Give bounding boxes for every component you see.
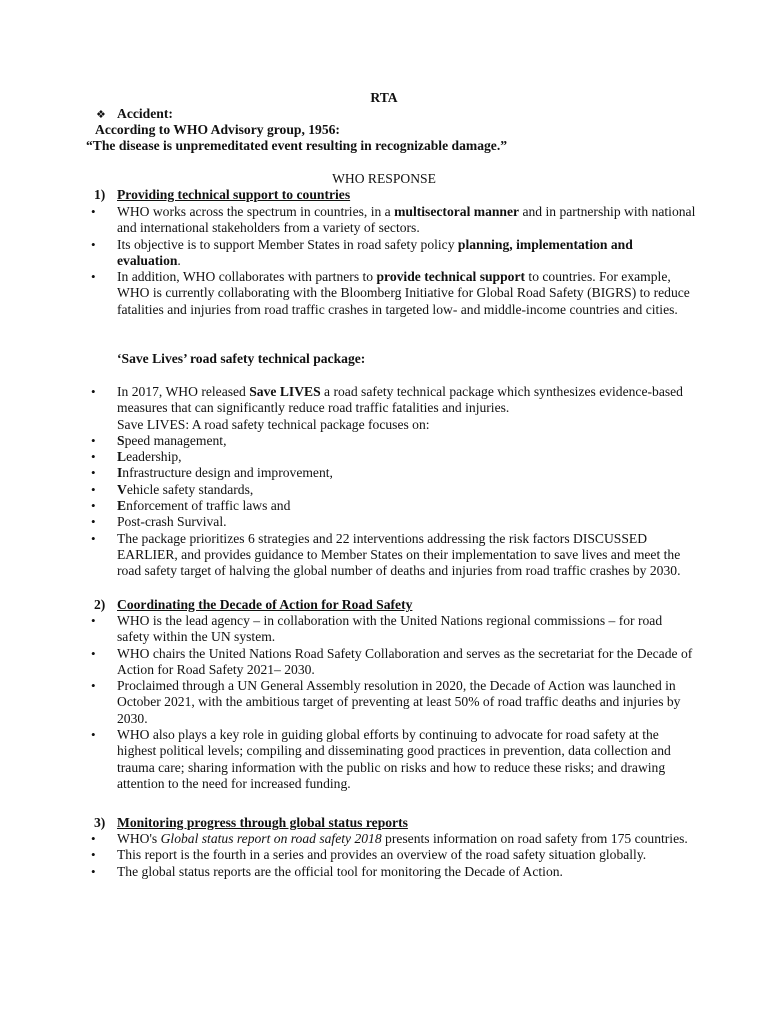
text-run: ehicle safety standards, bbox=[126, 481, 254, 497]
text-run: presents information on road safety from 175 countries. bbox=[381, 831, 688, 846]
bold-run: planning, implementation and evaluation bbox=[117, 236, 633, 268]
section1-bullets-a bbox=[0, 204, 768, 318]
text-run: eadership, bbox=[126, 449, 182, 465]
accident-source: According to WHO Advisory group, 1956: bbox=[95, 122, 340, 137]
bullet-icon: • bbox=[91, 481, 96, 497]
text-run: nfrastructure design and improvement, bbox=[122, 465, 333, 481]
bullet-icon: • bbox=[91, 847, 96, 863]
bullet-icon: • bbox=[91, 645, 96, 661]
text-run: a road safety technical package which synthesizes evidence-based measures that can significantly reduce road traffic fatalities and injuries. bbox=[117, 384, 683, 416]
section1-number: 1) bbox=[94, 187, 106, 202]
initial-letter: I bbox=[117, 465, 123, 481]
list-item bbox=[0, 482, 768, 498]
text-run: to countries. For example, WHO is currently collaborating with the Bloomberg Initiative for Global Road Safety (BIGRS) to reduce fatalities and injuries from road traffic crashes in targeted low- and middle-income countries and cities. bbox=[117, 269, 690, 317]
bullet-icon: • bbox=[91, 678, 96, 694]
package-heading: ‘Save Lives’ road safety technical package: bbox=[117, 351, 366, 366]
list-item bbox=[0, 727, 768, 792]
section2-heading: Coordinating the Decade of Action for Road Safety bbox=[117, 597, 413, 612]
accident-label: Accident: bbox=[117, 106, 173, 121]
bullet-icon: • bbox=[91, 863, 96, 879]
bullet-icon: • bbox=[91, 514, 96, 530]
section1-heading: Providing technical support to countries bbox=[117, 187, 351, 202]
list-item bbox=[0, 514, 768, 530]
bold-run: provide technical support bbox=[376, 269, 526, 285]
bullet-icon: • bbox=[91, 384, 96, 399]
bullet-icon: • bbox=[91, 831, 96, 846]
initial-letter: V bbox=[117, 481, 127, 497]
text-run: In 2017, WHO released bbox=[117, 384, 250, 399]
list-item bbox=[0, 864, 768, 880]
text-run: Proclaimed through a UN General Assembly resolution in 2020, the Decade of Action was launched in October 2021, with the ambitious target of preventing at least 50% of road traffic deaths and injuries by 2030. bbox=[117, 678, 681, 726]
list-item bbox=[0, 465, 768, 481]
bullet-icon: • bbox=[91, 727, 96, 743]
bullet-icon: • bbox=[91, 465, 96, 481]
bullet-icon: • bbox=[91, 530, 96, 546]
text-run: WHO also plays a key role in guiding global efforts by continuing to advocate for road safety at the highest political levels; compiling and disseminating good practices in prevention, data collection and trauma care; sharing information with the public on risks and how to reduce these risks; and drawing attention to the need for increased funding. bbox=[117, 727, 671, 791]
section2-bullets bbox=[0, 613, 768, 792]
diamond-bullet-icon: ❖ bbox=[96, 109, 106, 121]
bullet-icon: • bbox=[91, 236, 96, 252]
text-run: WHO chairs the United Nations Road Safety Collaboration and serves as the secretariat for the Decade of Action for Road Safety 2021– 2030. bbox=[117, 645, 693, 677]
section3-bullets bbox=[0, 831, 768, 880]
list-item bbox=[0, 613, 768, 646]
text-run: The package prioritizes 6 strategies and 22 interventions addressing the risk factors DISCUSSED EARLIER, and provides guidance to Member States on their implementation to save lives and meet the road safety target of halving the global number of deaths and injuries from road traffic crashes by 2030. bbox=[117, 530, 681, 579]
bullet-icon: • bbox=[91, 432, 96, 448]
text-run: Post-crash Survival. bbox=[117, 514, 227, 530]
list-item bbox=[0, 449, 768, 465]
section2-number: 2) bbox=[94, 597, 106, 612]
list-item bbox=[0, 831, 768, 847]
document-title: RTA bbox=[370, 90, 398, 105]
initial-letter: S bbox=[117, 432, 125, 448]
list-item bbox=[0, 384, 768, 433]
text-run: . bbox=[177, 252, 181, 268]
initial-letter: L bbox=[117, 449, 127, 465]
text-run: WHO's bbox=[117, 831, 161, 846]
bullet-icon: • bbox=[91, 613, 96, 628]
initial-letter: E bbox=[117, 498, 127, 514]
italic-run: Global status report on road safety 2018 bbox=[160, 831, 382, 846]
text-run: peed management, bbox=[124, 432, 227, 448]
who-response-title: WHO RESPONSE bbox=[332, 171, 436, 186]
text-run: WHO works across the spectrum in countries, in a bbox=[117, 204, 395, 219]
bullet-icon: • bbox=[91, 449, 96, 465]
list-item bbox=[0, 847, 768, 863]
bold-run: multisectoral manner bbox=[394, 204, 520, 219]
text-run: nforcement of traffic laws and bbox=[126, 498, 291, 514]
list-item bbox=[0, 237, 768, 270]
bullet-icon: • bbox=[91, 498, 96, 514]
section1-bullets-b bbox=[0, 384, 768, 580]
list-item bbox=[0, 531, 768, 580]
list-item bbox=[0, 498, 768, 514]
bullet-icon: • bbox=[91, 269, 96, 285]
text-run: Save LIVES: A road safety technical package focuses on: bbox=[117, 416, 430, 432]
list-item bbox=[0, 204, 768, 237]
text-run: The global status reports are the official tool for monitoring the Decade of Action. bbox=[117, 863, 563, 879]
list-item bbox=[0, 646, 768, 679]
bold-run: Save LIVES bbox=[249, 384, 321, 399]
text-run: Its objective is to support Member States in road safety policy bbox=[117, 236, 458, 252]
section3-number: 3) bbox=[94, 815, 106, 830]
text-run: This report is the fourth in a series and provides an overview of the road safety situation globally. bbox=[117, 847, 647, 863]
accident-quote: “The disease is unpremeditated event resulting in recognizable damage.” bbox=[86, 138, 508, 153]
section3-heading: Monitoring progress through global status reports bbox=[117, 815, 408, 830]
list-item bbox=[0, 433, 768, 449]
text-run: and in partnership with national and international stakeholders from a variety of sectors. bbox=[117, 204, 696, 236]
text-run: WHO is the lead agency – in collaboration with the United Nations regional commissions – for road safety within the UN system. bbox=[117, 613, 663, 645]
text-run: In addition, WHO collaborates with partners to bbox=[117, 269, 377, 285]
bullet-icon: • bbox=[91, 204, 96, 219]
list-item bbox=[0, 678, 768, 727]
list-item bbox=[0, 269, 768, 318]
